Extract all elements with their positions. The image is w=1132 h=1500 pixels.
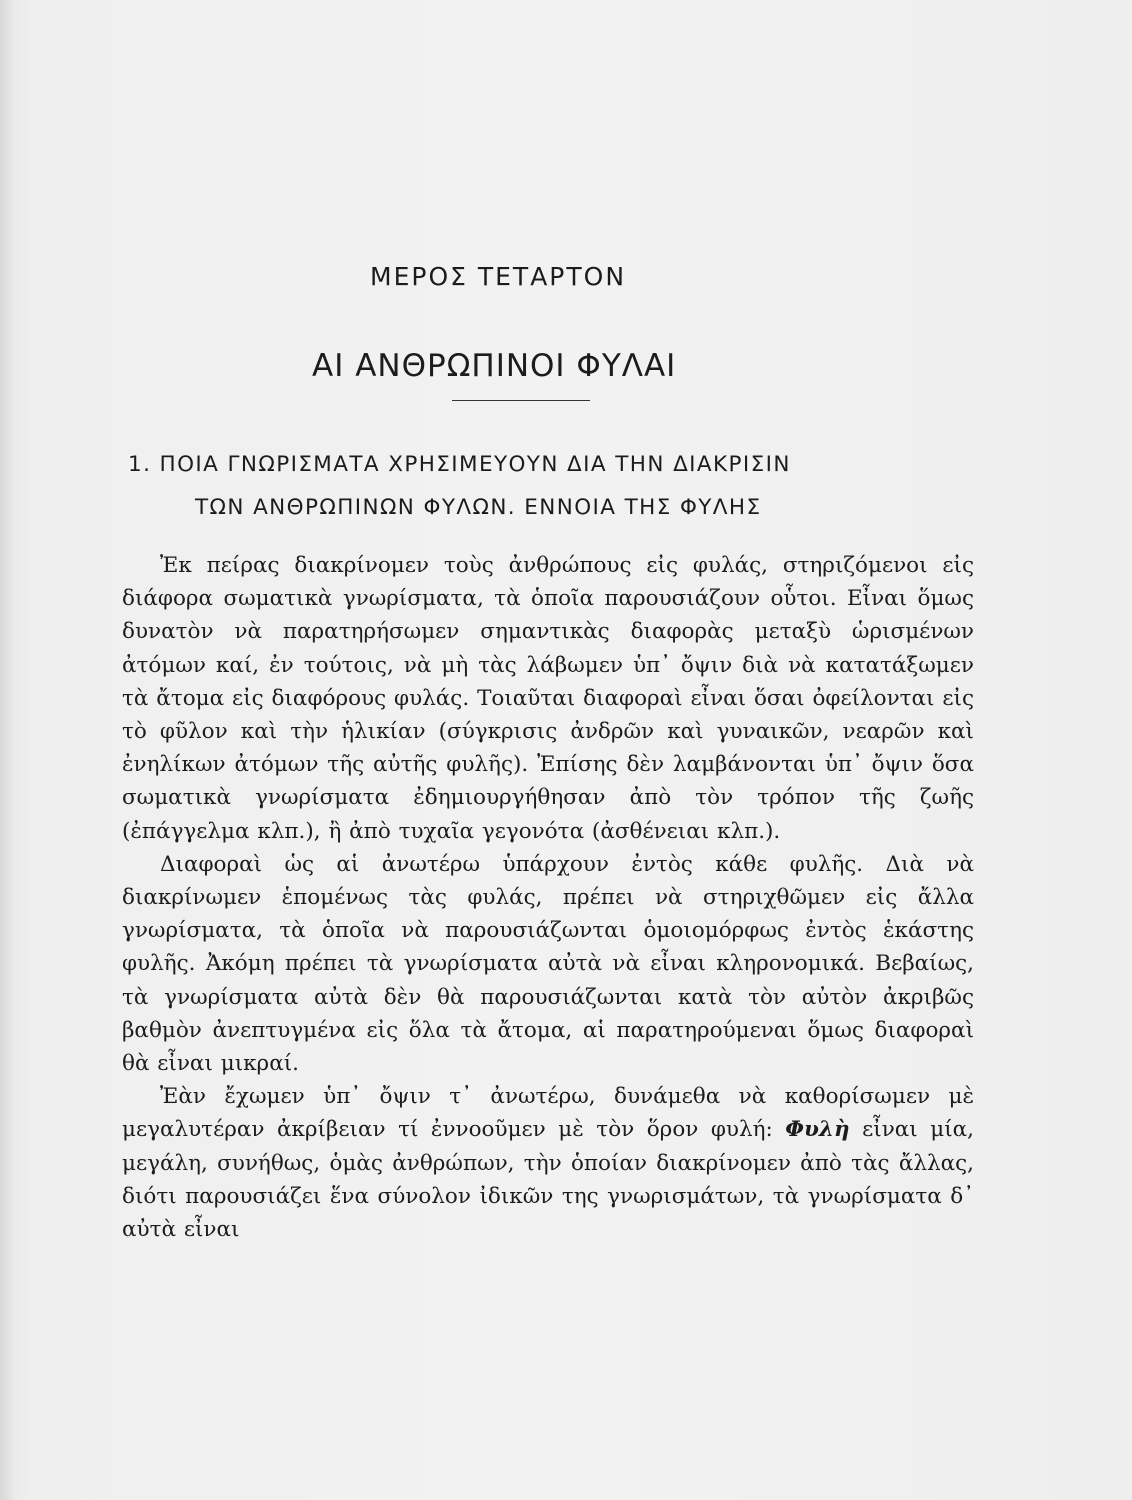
chapter-title: ΑΙ ΑΝΘΡΩΠΙΝΟΙ ΦΥΛΑΙ <box>312 348 677 384</box>
section-heading-line-1: 1. ΠΟΙΑ ΓΝΩΡΙΣΜΑΤΑ ΧΡΗΣΙΜΕΥΟΥΝ ΔΙΑ ΤΗΝ ΔΙΑΚΡΙΣΙΝ <box>128 452 791 477</box>
defined-term: Φυλὴ <box>785 1117 850 1143</box>
paragraph-3 <box>122 1080 974 1246</box>
part-title: ΜΕΡΟΣ ΤΕΤΑΡΤΟΝ <box>370 262 627 291</box>
section-heading-line-2: ΤΩΝ ΑΝΘΡΩΠΙΝΩΝ ΦΥΛΩΝ. ΕΝΝΟΙΑ ΤΗΣ ΦΥΛΗΣ <box>195 495 762 520</box>
body-text <box>122 549 974 1246</box>
paragraph-3-end: εἶναι μία, μεγάλη, συνήθως, ὁμὰς ἀνθρώπων, τὴν ὁποίαν διακρίνομεν ἀπὸ τὰς ἄλλας, διότι παρουσιάζει ἕνα σύνολον ἰδικῶν της γνωρισμάτων, τὰ γνωρίσματα δ᾽ αὐτὰ εἶναι <box>122 1117 974 1243</box>
paragraph-2: Διαφοραὶ ὡς αἱ ἀνωτέρω ὑπάρχουν ἐντὸς κάθε φυλῆς. Διὰ νὰ διακρίνωμεν ἑπομένως τὰς φυλάς, πρέπει νὰ στηριχθῶμεν εἰς ἄλλα γνωρίσματα, τὰ ὁποῖα νὰ παρουσιάζωνται ὁμοιομόρφως ἐντὸς ἑκάστης φυλῆς. Ἀκόμη πρέπει τὰ γνωρίσματα αὐτὰ νὰ εἶναι κληρονομικά. Βεβαίως, τὰ γνωρίσματα αὐτὰ δὲν θὰ παρουσιάζωνται κατὰ τὸν αὐτὸν ἀκριβῶς βαθμὸν ἀνεπτυγμένα εἰς ὅλα τὰ ἄτομα, αἱ παρατηρούμεναι ὅμως διαφοραὶ θὰ εἶναι μικραί. <box>122 851 974 1077</box>
paragraph-3-start: Ἐὰν ἔχωμεν ὑπ᾽ ὄψιν τ᾽ ἀνωτέρω, δυνάμεθα νὰ καθορίσωμεν μὲ μεγαλυτέραν ἀκρίβειαν τί ἐννοοῦμεν μὲ τὸν ὅρον φυλή: <box>122 1084 974 1143</box>
paragraph-1: Ἐκ πείρας διακρίνομεν τοὺς ἀνθρώπους εἰς φυλάς, στηριζόμενοι εἰς διάφορα σωματικὰ γνωρίσματα, τὰ ὁποῖα παρουσιάζουν οὗτοι. Εἶναι ὅμως δυνατὸν νὰ παρατηρήσωμεν σημαντικὰς διαφορὰς μεταξὺ ὡρισμένων ἀτόμων καί, ἐν τούτοις, νὰ μὴ τὰς λάβωμεν ὑπ᾽ ὄψιν διὰ νὰ κατατάξωμεν τὰ ἄτομα εἰς διαφόρους φυλάς. Τοιαῦται διαφοραὶ εἶναι ὅσαι ὀφείλονται εἰς τὸ φῦλον καὶ τὴν ἡλικίαν (σύγκρισις ἀνδρῶν καὶ γυναικῶν, νεαρῶν καὶ ἐνηλίκων ἀτόμων τῆς αὐτῆς φυλῆς). Ἐπίσης δὲν λαμβάνονται ὑπ᾽ ὄψιν ὅσα σωματικὰ γνωρίσματα ἐδημιουργήθησαν ἀπὸ τὸν τρόπον τῆς ζωῆς (ἐπάγγελμα κλπ.), ἢ ἀπὸ τυχαῖα γεγονότα (ἀσθένειαι κλπ.). <box>122 553 974 844</box>
page-edge-shadow <box>0 0 14 1500</box>
title-divider <box>452 400 590 401</box>
